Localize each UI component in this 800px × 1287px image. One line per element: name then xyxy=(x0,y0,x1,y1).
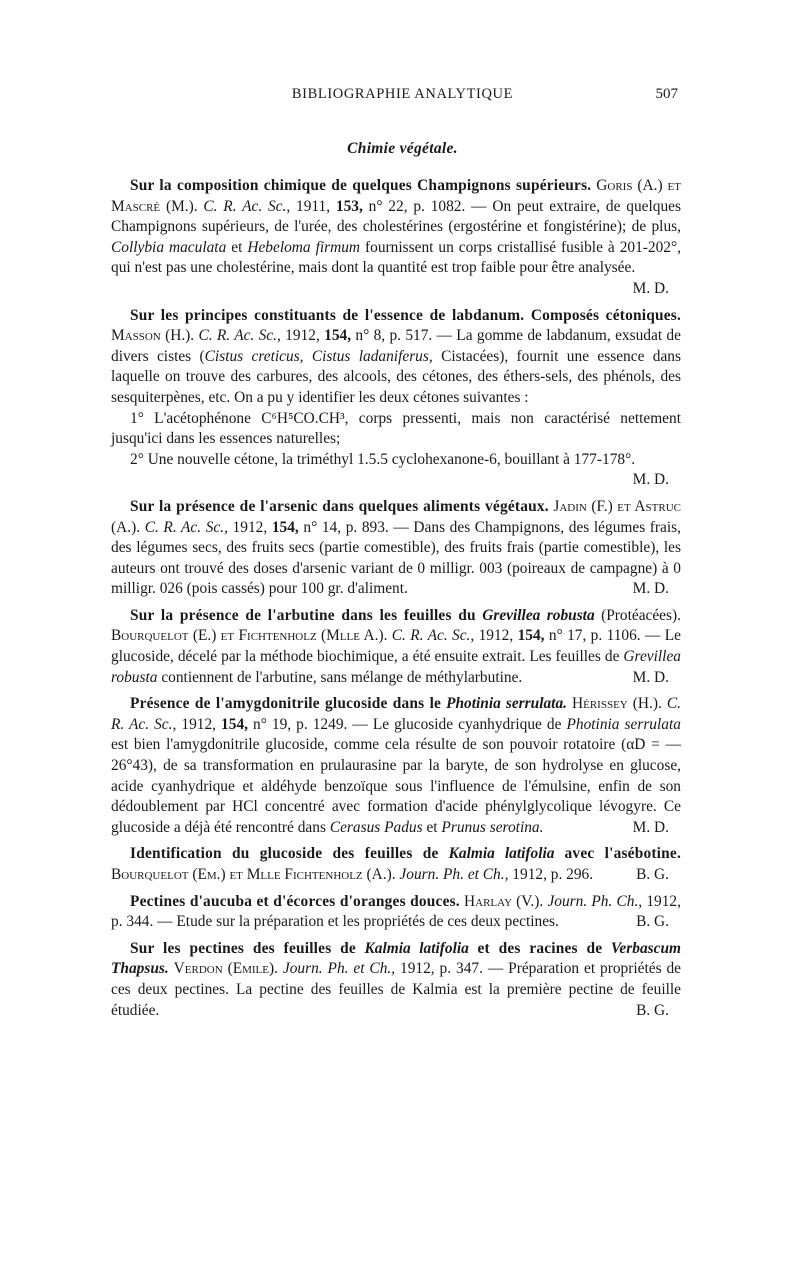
entry-reference: 1912, p. 347. — Préparation et propriétés de ces deux pectines. La pectine des feuilles de Kalmia est la première pectine de feuille étudiée. xyxy=(111,960,681,1019)
entry-title: Présence de l'amygdonitrile glucoside dans le xyxy=(130,695,442,713)
entry-abstract: Cistacées), fournit une essence dans laquelle on trouve des carbures, des alcools, des cétones, des éthers-sels, des phénols, des sesquiterpènes, etc. On a pu y identifier les deux cétones suivantes : xyxy=(111,347,681,406)
entry-signature: M. D. xyxy=(632,668,669,686)
entry-year: 1912, xyxy=(285,327,320,345)
entry-title-species: Verbascum Thapsus. xyxy=(111,939,681,978)
entry-title: Sur les pectines des feuilles de xyxy=(130,939,356,957)
entry-family: (Protéacées). xyxy=(601,606,681,624)
entry-title-species: Grevillea robusta xyxy=(482,606,595,624)
bibliography-entry xyxy=(111,844,681,885)
entry-reference: n° 17, p. 1106. — xyxy=(548,627,661,645)
species-name: Collybia maculata xyxy=(111,238,227,256)
entry-abstract: Le glucoside, décelé par la méthode biochimique, a été ensuite extrait. Les feuilles de xyxy=(111,627,681,666)
entry-reference: n° 19, p. 1249. — xyxy=(253,715,368,733)
entry-signature: B. G. xyxy=(636,866,669,883)
bibliography-entry xyxy=(111,176,681,300)
entry-title: et des racines de xyxy=(477,939,603,957)
species-name: Prunus serotina. xyxy=(441,818,544,836)
bibliography-entry xyxy=(111,694,681,838)
entry-year: 1912, xyxy=(232,518,268,536)
entry-abstract: — La gomme de labdanum, exsudat de divers cistes ( xyxy=(111,327,681,365)
entry-abstract: et xyxy=(231,238,243,256)
entry-title: Sur la présence de l'arbutine dans les feuilles du xyxy=(130,606,476,624)
species-name: Cistus creticus, Cistus ladaniferus, xyxy=(204,347,433,365)
entry-abstract: Le glucoside cyanhydrique de xyxy=(372,715,562,733)
entry-year: 1911, xyxy=(296,197,331,215)
entry-journal: Journ. Ph. Ch., xyxy=(547,892,643,910)
entry-signature: M. D. xyxy=(632,279,669,297)
entry-title: Identification du glucoside des feuilles de xyxy=(130,845,439,863)
entry-journal: C. R. Ac. Sc., xyxy=(111,695,681,733)
bibliography-list xyxy=(111,176,681,1027)
entry-signature: M. D. xyxy=(632,580,669,598)
entry-volume: 154, xyxy=(221,715,248,733)
species-name: Cerasus Padus xyxy=(329,818,423,836)
section-title: Chimie végétale. xyxy=(347,140,458,157)
entry-abstract: contiennent de l'arbutine, sans mélange de méthylarbutine. xyxy=(161,668,523,686)
entry-authors: Goris (A.) et Mascré (M.). xyxy=(111,177,681,215)
entry-title: Sur la présence de l'arsenic dans quelques aliments végétaux. xyxy=(130,497,549,515)
entry-signature: M. D. xyxy=(632,471,669,489)
entry-authors: Bourquelot (E.) et Fichtenholz (Mlle A.). xyxy=(111,627,388,645)
bibliography-entry xyxy=(111,497,681,600)
entry-journal: Journ. Ph. et Ch., xyxy=(399,866,509,883)
entry-title-species: Kalmia latifolia xyxy=(448,845,555,863)
entry-title: avec l'asébotine. xyxy=(564,845,682,863)
entry-title-species: Photinia serrulata. xyxy=(446,695,567,713)
entry-journal: C. R. Ac. Sc., xyxy=(391,627,475,645)
page-number: 507 xyxy=(655,86,678,102)
entry-reference: n° 14, p. 893. — xyxy=(303,518,409,536)
entry-reference: n° 8, p. 517. xyxy=(355,327,433,345)
entry-signature: B. G. xyxy=(636,913,669,931)
bibliography-entry xyxy=(111,892,681,933)
species-name: Photinia serrulata xyxy=(566,715,681,733)
running-head: BIBLIOGRAPHIE ANALYTIQUE xyxy=(291,86,514,102)
entry-title: Sur les principes constituants de l'essence de labdanum. Composés cétoniques. xyxy=(130,306,681,324)
entry-journal: Journ. Ph. et Ch., xyxy=(282,960,396,978)
entry-signature: B. G. xyxy=(636,1001,669,1019)
entry-journal: C. R. Ac. Sc., xyxy=(144,518,228,536)
page-header xyxy=(130,86,678,108)
entry-signature: M. D. xyxy=(632,818,669,836)
entry-authors: Harlay (V.). xyxy=(464,892,544,910)
entry-authors: Hérissey (H.). xyxy=(572,695,662,713)
entry-abstract: On peut extraire, de quelques Champignons supérieurs, de l'urée, des cholestérines (ergostérine et fongistérine); de plus, xyxy=(111,197,681,236)
entry-authors: Jadin (F.) et Astruc (A.). xyxy=(111,497,681,536)
entry-year: 1912, xyxy=(181,715,217,733)
bibliography-entry xyxy=(111,306,681,491)
entry-volume: 154, xyxy=(271,518,299,536)
species-name: Grevillea robusta xyxy=(111,648,681,686)
entry-reference: 1912, p. 296. xyxy=(512,866,594,883)
species-name: Hebeloma firmum xyxy=(247,238,361,256)
entry-abstract: fournissent un corps cristallisé fusible à 201-202°, qui n'est pas une cholestérine, mais dont la quantité est trop faible pour être analysée. xyxy=(111,238,681,277)
entry-abstract: Dans des Champignons, des légumes frais, des légumes secs, des fruits secs (partie comestible), des fruits frais (partie comestible), les auteurs ont trouvé des doses d'arsenic variant de 0 milligr. 003 (poireaux de campagne) à 0 milligr. 026 (pois cassés) pour 100 gr. d'aliment. xyxy=(111,518,681,598)
entry-abstract: est bien l'amygdonitrile glucoside, comme cela résulte de son pouvoir rotatoire (αD = — 26°43), de sa transformation en prulaurasine par la baryte, de son hydrolyse en glucose, acide cyanhydrique et aldéhyde benzoïque sous l'influence de l'émulsine, enfin de son dédoublement par HCl concentré avec formation d'acide phénylglycolique lévogyre. Ce glucoside a déjà été rencontré dans xyxy=(111,736,681,836)
entry-list-item: 1° L'acétophénone C⁶H⁵CO.CH³, corps pressenti, mais non caractérisé nettement jusqu'ici dans les essences naturelles; xyxy=(111,409,681,448)
entry-volume: 154, xyxy=(324,327,352,345)
entry-reference: n° 22, p. 1082. — xyxy=(368,197,487,215)
entry-title: Sur la composition chimique de quelques Champignons supérieurs. xyxy=(130,177,592,194)
bibliography-entry xyxy=(111,939,681,1021)
bibliography-entry xyxy=(111,606,681,688)
entry-volume: 154, xyxy=(517,627,545,645)
entry-title-species: Kalmia latifolia xyxy=(364,939,469,957)
entry-year: 1912, xyxy=(478,627,514,645)
entry-abstract: et xyxy=(426,818,438,836)
entry-title: Pectines d'aucuba et d'écorces d'oranges douces. xyxy=(130,892,460,910)
entry-journal: C. R. Ac. Sc., xyxy=(198,327,281,345)
entry-journal: C. R. Ac. Sc., xyxy=(203,197,291,215)
entry-reference: 1912, p. 344. — Etude sur la préparation et les propriétés de ces deux pectines. xyxy=(111,892,681,931)
entry-volume: 153, xyxy=(335,197,363,215)
entry-authors: Bourquelot (Em.) et Mlle Fichtenholz (A.). xyxy=(111,866,396,883)
entry-list-item: 2° Une nouvelle cétone, la triméthyl 1.5.5 cyclohexanone-6, bouillant à 177-178°. xyxy=(130,450,636,468)
entry-authors: Masson (H.). xyxy=(111,327,195,345)
entry-authors: Verdon (Emile). xyxy=(173,960,278,978)
